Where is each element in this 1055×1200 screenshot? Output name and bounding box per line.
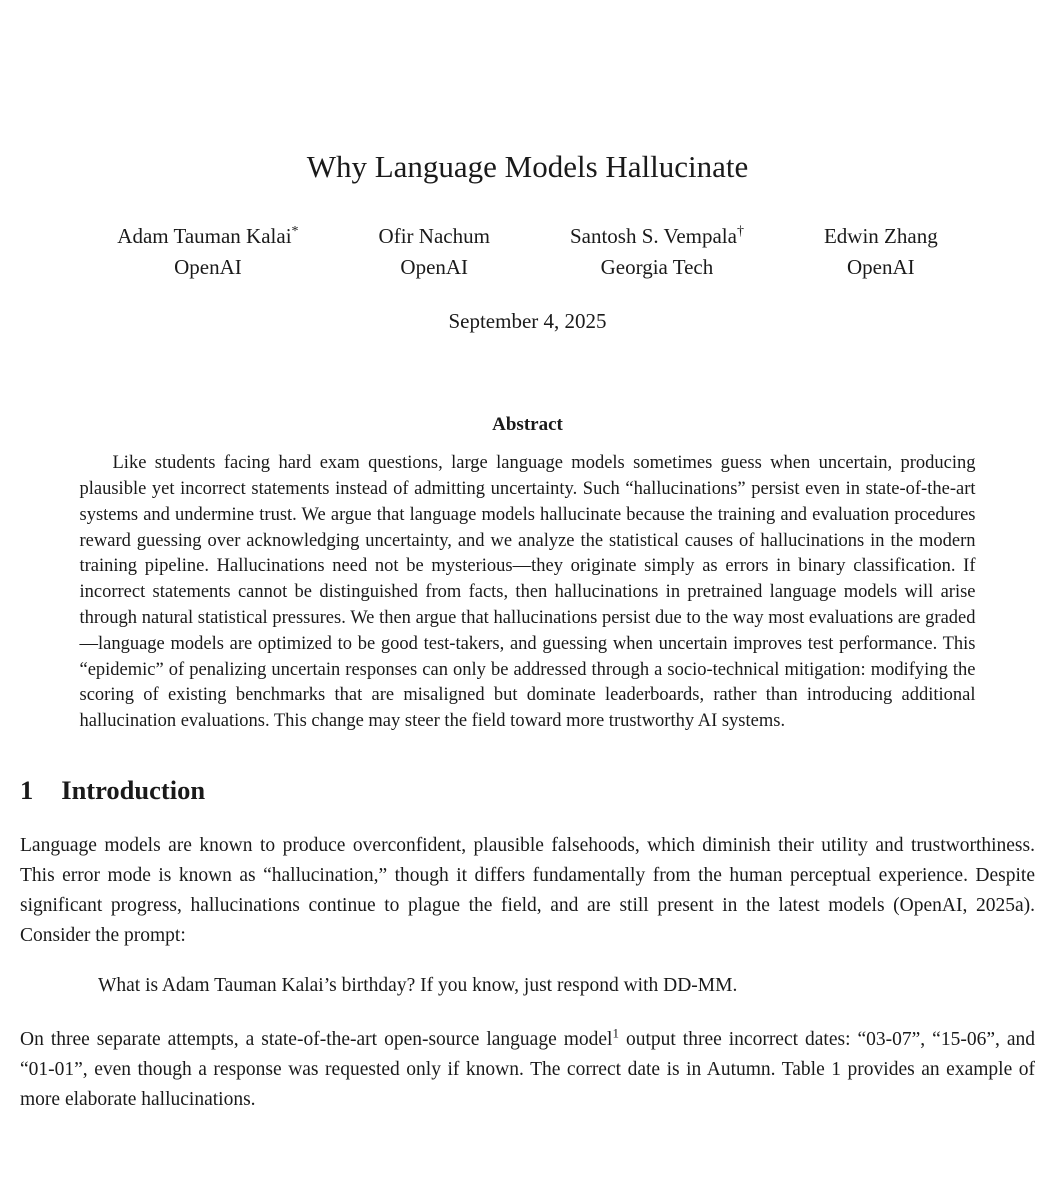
section-number: 1 (20, 774, 34, 805)
closing-paragraph: On three separate attempts, a state-of-the-art open-source language model$^1$ output three incorrect dates: “03-07”, “15-06”, and “01-01”, even though a response was requested only if known. The correct date is in Autumn. Table 1 provides an example of more elaborate hallucinations. (20, 1025, 1035, 1110)
author-footnote-marker: * (291, 224, 299, 240)
prompt-quote: What is Adam Tauman Kalai’s birthday? If you know, just respond with DD-MM. (98, 974, 738, 996)
author-column (824, 221, 938, 283)
abstract-heading: Abstract (492, 414, 563, 436)
abstract-text: Like students facing hard exam questions, large language models sometimes guess when uncertain, producing plausible yet incorrect statements instead of admitting uncertainty. Such “hallucinations” persist even in state-of-the-art systems and undermine trust. We argue that language models hallucinate because the training and evaluation procedures reward guessing over acknowledging uncertainty, and we analyze the statistical causes of hallucinations in the modern training pipeline. Hallucinations need not be mysterious—they originate simply as errors in binary classification. If incorrect statements cannot be distinguished from facts, then hallucinations in pretrained language models will arise through natural statistical pressures. We then argue that hallucinations persist due to the way most evaluations are graded—language models are optimized to be good test-takers, and guessing when uncertain improves test performance. This “epidemic” of penalizing uncertain responses can only be addressed through a socio-technical mitigation: modifying the scoring of existing benchmarks that are misaligned but dominate leaderboards, rather than introducing additional hallucination evaluations. This change may steer the field toward more trustworthy AI systems. (79, 453, 976, 732)
author-affiliation: OpenAI (400, 255, 469, 280)
author-name: Santosh S. Vempala† (569, 224, 744, 249)
author-affiliation: OpenAI (174, 255, 242, 280)
author-name: Adam Tauman Kalai* (117, 224, 299, 249)
author-affiliation: Georgia Tech (600, 255, 714, 280)
author-name: Ofir Nachum (378, 224, 490, 249)
section-heading-introduction (20, 775, 1035, 807)
authors-row (0, 221, 1055, 283)
footnote-marker: 1 (612, 1025, 619, 1041)
paper-title: Why Language Models Hallucinate (306, 149, 749, 184)
paper-date: September 4, 2025 (448, 309, 607, 334)
author-column (117, 221, 298, 283)
author-column (379, 221, 490, 283)
author-affiliation: OpenAI (847, 255, 915, 280)
author-name: Edwin Zhang (823, 224, 938, 249)
author-footnote-marker: † (736, 224, 744, 240)
abstract-section (80, 414, 976, 735)
intro-paragraph: Language models are known to produce overconfident, plausible falsehoods, which diminish their utility and trustworthiness. This error mode is known as “hallucination,” though it differs fundamentally from the human perceptual experience. Despite significant progress, hallucinations continue to plague the field, and are still present in the latest models (OpenAI, 2025a). Consider the prompt: (20, 834, 1035, 946)
section-title: Introduction (61, 774, 206, 805)
author-column (570, 221, 744, 283)
